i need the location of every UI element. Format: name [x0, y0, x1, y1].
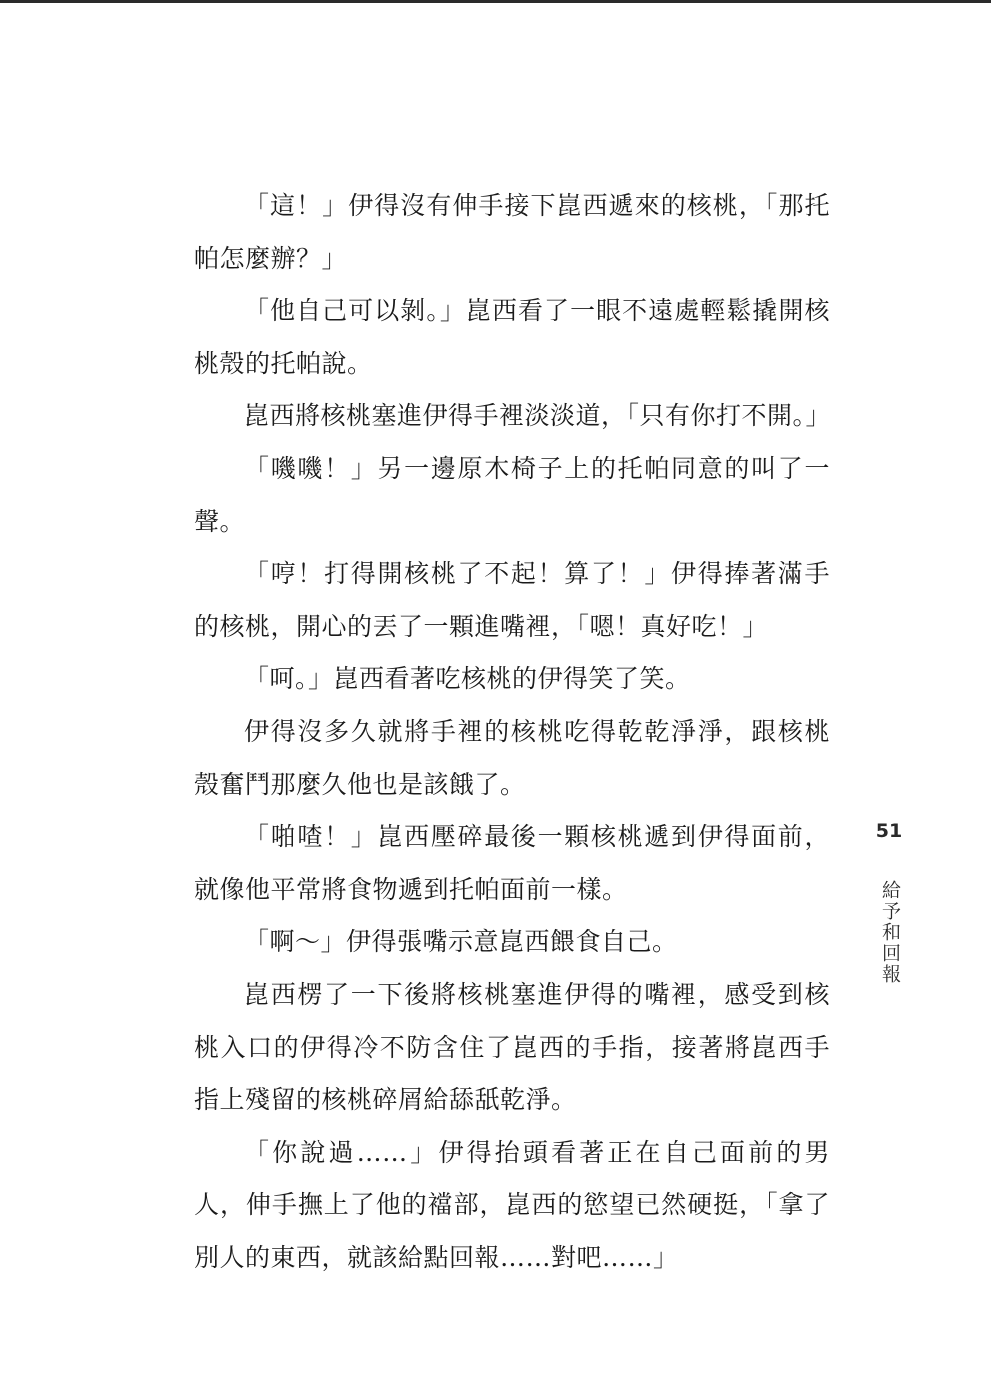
- paragraph-5: 「哼！打得開核桃了不起！算了！」伊得捧著滿手的核桃，開心的丟了一顆進嘴裡，「嗯！真好吃！」: [194, 559, 830, 641]
- paragraph-9: 「啊～」伊得張嘴示意崑西餵食自己。: [244, 927, 678, 957]
- paragraph-2: 「他自己可以剝。」崑西看了一眼不遠處輕鬆撬開核桃殼的托帕說。: [194, 296, 830, 378]
- paragraph-7: 伊得沒多久就將手裡的核桃吃得乾乾淨淨，跟核桃殼奮鬥那麼久他也是該餓了。: [194, 716, 830, 799]
- page-number: 51: [875, 820, 903, 842]
- body-text: [194, 180, 830, 1284]
- paragraph-8: 「啪喳！」崑西壓碎最後一顆核桃遞到伊得面前，就像他平常將食物遞到托帕面前一樣。: [194, 822, 830, 904]
- paragraph-6: 「呵。」崑西看著吃核桃的伊得笑了笑。: [244, 664, 691, 694]
- paragraph-4: 「嘰嘰！」另一邊原木椅子上的托帕同意的叫了一聲。: [194, 453, 830, 536]
- paragraph-10: 崑西楞了一下後將核桃塞進伊得的嘴裡，感受到核桃入口的伊得冷不防含住了崑西的手指，接著將崑西手指上殘留的核桃碎屑給舔舐乾淨。: [194, 979, 830, 1115]
- paragraph-3: 崑西將核桃塞進伊得手裡淡淡道，「只有你打不開。」: [244, 401, 832, 431]
- paragraph-11: 「你說過……」伊得抬頭看著正在自己面前的男人，伸手撫上了他的襠部，崑西的慾望已然硬挺，「拿了別人的東西，就該給點回報……對吧……」: [194, 1137, 830, 1272]
- top-border-rule: [0, 0, 991, 3]
- paragraph-1: 「這！」伊得沒有伸手接下崑西遞來的核桃，「那托帕怎麼辦？」: [194, 191, 830, 273]
- running-title: 給予和回報: [879, 880, 901, 985]
